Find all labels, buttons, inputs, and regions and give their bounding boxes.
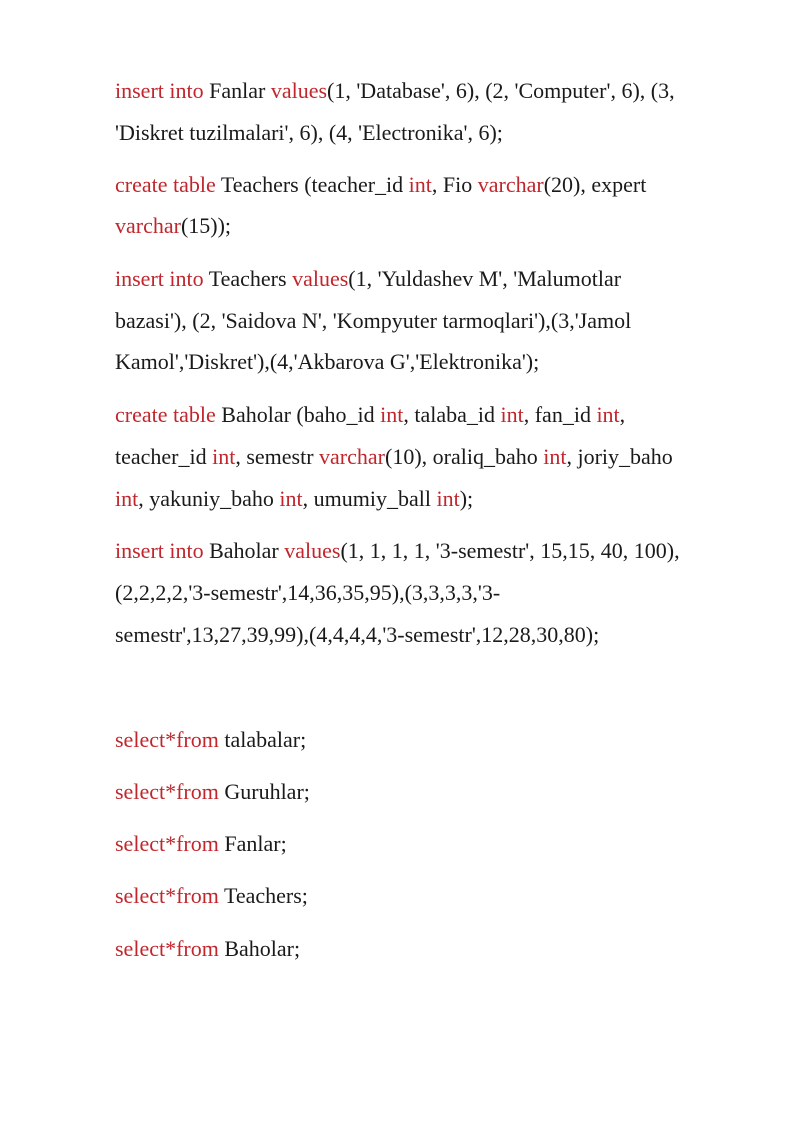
code-line bbox=[115, 174, 646, 196]
code-text: (1, 'Database', 6), (2, 'Computer', 6), (3, bbox=[327, 78, 675, 103]
sql-keyword: int bbox=[500, 402, 524, 427]
code-text: , fan_id bbox=[523, 402, 597, 427]
code-text: semestr',13,27,39,99),(4,4,4,4,'3-semestr',12,28,30,80); bbox=[115, 622, 600, 647]
code-line bbox=[115, 446, 673, 468]
sql-keyword: select*from bbox=[115, 779, 219, 804]
sql-keyword: values bbox=[270, 78, 328, 103]
code-line bbox=[115, 938, 300, 960]
code-text: talabalar; bbox=[218, 727, 307, 752]
code-line bbox=[115, 781, 310, 803]
code-text: (1, 1, 1, 1, '3-semestr', 15,15, 40, 100), bbox=[340, 538, 680, 563]
code-text: (1, 'Yuldashev M', 'Malumotlar bbox=[348, 266, 622, 291]
sql-keyword: int bbox=[212, 444, 236, 469]
code-line bbox=[115, 404, 625, 426]
code-text: Guruhlar; bbox=[218, 779, 310, 804]
sql-keyword: create table bbox=[115, 402, 216, 427]
code-line bbox=[115, 351, 539, 373]
code-text: Fanlar bbox=[203, 78, 271, 103]
sql-keyword: varchar bbox=[477, 172, 544, 197]
sql-keyword: varchar bbox=[115, 213, 181, 238]
sql-keyword: select*from bbox=[115, 883, 219, 908]
sql-keyword: insert into bbox=[115, 266, 204, 291]
code-line bbox=[115, 310, 631, 332]
code-line bbox=[115, 215, 231, 237]
code-text: Teachers bbox=[203, 266, 293, 291]
code-line bbox=[115, 833, 287, 855]
sql-keyword: int bbox=[380, 402, 404, 427]
code-line bbox=[115, 80, 675, 102]
code-text: Baholar; bbox=[218, 936, 301, 961]
code-text: , joriy_baho bbox=[566, 444, 673, 469]
code-line bbox=[115, 122, 503, 144]
code-line bbox=[115, 885, 308, 907]
sql-keyword: insert into bbox=[115, 78, 204, 103]
code-text: (20), expert bbox=[543, 172, 647, 197]
sql-keyword: int bbox=[436, 486, 460, 511]
code-line bbox=[115, 268, 621, 290]
code-text: teacher_id bbox=[115, 444, 213, 469]
code-text: bazasi'), (2, 'Saidova N', 'Kompyuter tarmoqlari'),(3,'Jamol bbox=[115, 308, 632, 333]
sql-keyword: values bbox=[284, 538, 341, 563]
code-text: , yakuniy_baho bbox=[138, 486, 280, 511]
code-text: Baholar bbox=[203, 538, 285, 563]
code-text: ); bbox=[459, 486, 474, 511]
sql-keyword: select*from bbox=[115, 831, 219, 856]
code-text: (10), oraliq_baho bbox=[385, 444, 544, 469]
code-text: , bbox=[619, 402, 626, 427]
code-line bbox=[115, 540, 680, 562]
code-line bbox=[115, 582, 500, 604]
code-text: Teachers (teacher_id bbox=[215, 172, 409, 197]
code-line bbox=[115, 488, 473, 510]
code-text: Kamol','Diskret'),(4,'Akbarova G','Elektronika'); bbox=[115, 349, 540, 374]
sql-keyword: int bbox=[279, 486, 303, 511]
sql-keyword: insert into bbox=[115, 538, 204, 563]
code-text: , semestr bbox=[235, 444, 320, 469]
code-text: (2,2,2,2,'3-semestr',14,36,35,95),(3,3,3,3,'3- bbox=[115, 580, 501, 605]
sql-keyword: values bbox=[292, 266, 349, 291]
code-line bbox=[115, 624, 599, 646]
sql-keyword: int bbox=[543, 444, 567, 469]
sql-keyword: int bbox=[596, 402, 620, 427]
sql-keyword: select*from bbox=[115, 727, 219, 752]
code-text: (15)); bbox=[180, 213, 232, 238]
sql-keyword: create table bbox=[115, 172, 216, 197]
code-text: 'Diskret tuzilmalari', 6), (4, 'Electronika', 6); bbox=[115, 120, 503, 145]
code-text: Baholar (baho_id bbox=[215, 402, 381, 427]
code-text: , talaba_id bbox=[403, 402, 501, 427]
sql-keyword: int bbox=[115, 486, 139, 511]
code-text: Fanlar; bbox=[218, 831, 287, 856]
code-line bbox=[115, 729, 306, 751]
code-text: Teachers; bbox=[218, 883, 308, 908]
sql-keyword: int bbox=[408, 172, 432, 197]
code-text: , umumiy_ball bbox=[302, 486, 437, 511]
code-text: , Fio bbox=[431, 172, 478, 197]
sql-keyword: select*from bbox=[115, 936, 219, 961]
sql-keyword: varchar bbox=[319, 444, 385, 469]
